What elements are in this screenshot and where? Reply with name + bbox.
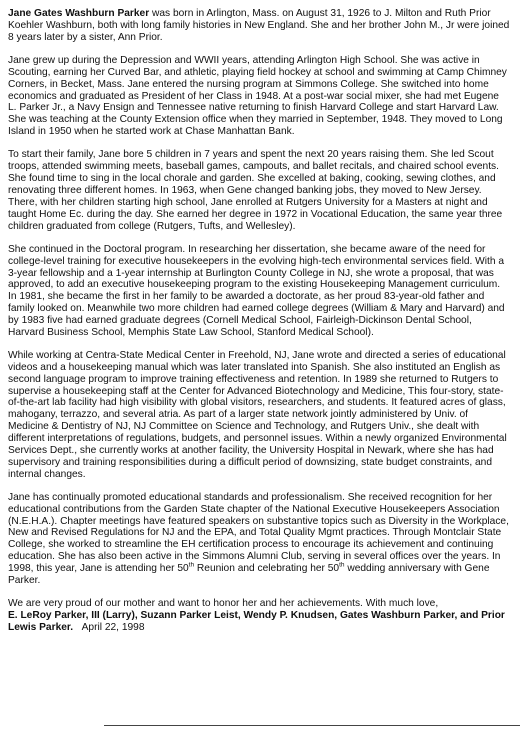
paragraph-family: To start their family, Jane bore 5 children in 7 years and spent the next 20 years raising them. She led Scout troops, attended swimming meets, baseball games, campouts, and ballet recitals, and chaired school events. She found time to sing in the local chorale and garden. She excelled at baking, cooking, sewing clothes, and renovating three different homes. In 1963, when Gene changed banking jobs, they moved to New Jersey. There, with her children starting high school, Jane enrolled at Rutgers University for a Masters at night and taught Home Ec. during the day. She earned her degree in 1972 in Vocational Education, the same year three children graduated from college (Rutgers, Tufts, and Wellesley). xyxy=(8,149,503,232)
paragraph-professionalism-text-3: wedding anniversary with Gene Parker. xyxy=(8,562,490,586)
paragraph-professionalism-text-1: Jane has continually promoted educational standards and professionalism. She received recognition for her educational contributions from the Garden State chapter of the National Executive Housekeepers Association (N.E.H.A.). Chapter meetings have featured speakers on substantive topics such as Diversity in the Workplace, New and Revised Regulations for NJ and the EPA, and Total Quality Mgmt practices. Through Montclair State College, she worked to streamline the EH certification process to encourage its achievement and continuing education. She has also been active in the Simmons Alumni Club, serving in several offices over the years. In 1998, this year, Jane is attending her 50 xyxy=(8,491,509,574)
paragraph-professionalism xyxy=(8,492,510,587)
paragraph-doctorate: She continued in the Doctoral program. In researching her dissertation, she became aware of the need for college-level training for executive housekeepers in the evolving high-tech environmental services field. With a 3-year fellowship and a 1-year internship at Burlington County College in NJ, she wrote a proposal, that was approved, to add an executive housekeeping program to the existing Housekeeping Management curriculum. In 1981, she became the first in her family to be awarded a doctorate, as her proud 83-year-old father and family looked on. Meanwhile two more children had earned college degrees (William & Mary and Harvard) and by 1983 five had earned graduate degrees (Cornell Medical School, Fairleigh-Dickinson Dental School, Harvard Business School, Memphis State Law School, Stanford Medical School). xyxy=(8,243,505,338)
letter-date: April 22, 1998 xyxy=(81,621,145,633)
paragraph-career: While working at Centra-State Medical Center in Freehold, NJ, Jane wrote and directed a series of educational videos and a housekeeping manual which was later translated into Spanish. She also instituted an English as second language program to improve training effectiveness and retention. In 1989 she returned to Rutgers to supervise a housekeeping staff at the Center for Advanced Biotechnology and Medicine, This four-story, state-of-the-art lab facility had high visibility with global visitors, researchers, and students. It featured acres of glass, mahogany, terrazzo, and several atria. As part of a larger state network jointly administered by Univ. of Medicine & Dentistry of NJ, NJ Committee on Science and Technology, and Rutgers Univ., she dealt with different interpretations of regulations, budgets, and personnel issues. Within a newly organized Environmental Services Dept., she currently works at another facility, the University Hospital in Newark, where she has had supervisory and training responsibilities during a difficult period of downsizing, state budget constraints, and internal changes. xyxy=(8,350,507,480)
footer-divider xyxy=(104,725,520,726)
document-page xyxy=(8,8,510,634)
subject-name: Jane Gates Washburn Parker xyxy=(8,8,150,19)
signature-names: E. LeRoy Parker, III (Larry), Suzann Parker Leist, Wendy P. Knudsen, Gates Washburn Parker, and Prior Lewis Parker. xyxy=(8,609,505,633)
paragraph-professionalism-text-2: Reunion and celebrating her 50 xyxy=(194,562,340,574)
paragraph-closing xyxy=(8,598,510,634)
ordinal-suffix-2: th xyxy=(339,561,345,569)
ordinal-suffix-1: th xyxy=(188,561,195,569)
paragraph-birth xyxy=(8,8,510,44)
paragraph-youth: Jane grew up during the Depression and WWII years, attending Arlington High School. She was active in Scouting, earning her Curved Bar, and athletic, playing field hockey at school and swimming at Camp Chimney Corners, in Becket, Mass. Jane entered the nursing program at Simmons College. She switched into home economics and graduated as President of her Class in 1948. At a post-war social mixer, she had met Eugene L. Parker Jr., a Navy Ensign and Tennessee native returning to finish Harvard College and start Harvard Law. She was teaching at the County Extension office when they married in September, 1948. They moved to Long Island in 1950 when he started work at Chase Manhattan Bank. xyxy=(8,55,507,138)
paragraph-birth-text: was born in Arlington, Mass. on August 31, 1926 to J. Milton and Ruth Prior Koehler Washburn, both with long family histories in New England. She and her brother John M., Jr were joined 8 years later by a sister, Ann Prior. xyxy=(8,8,510,43)
closing-text: We are very proud of our mother and want to honor her and her achievements. With much love, xyxy=(8,598,439,610)
